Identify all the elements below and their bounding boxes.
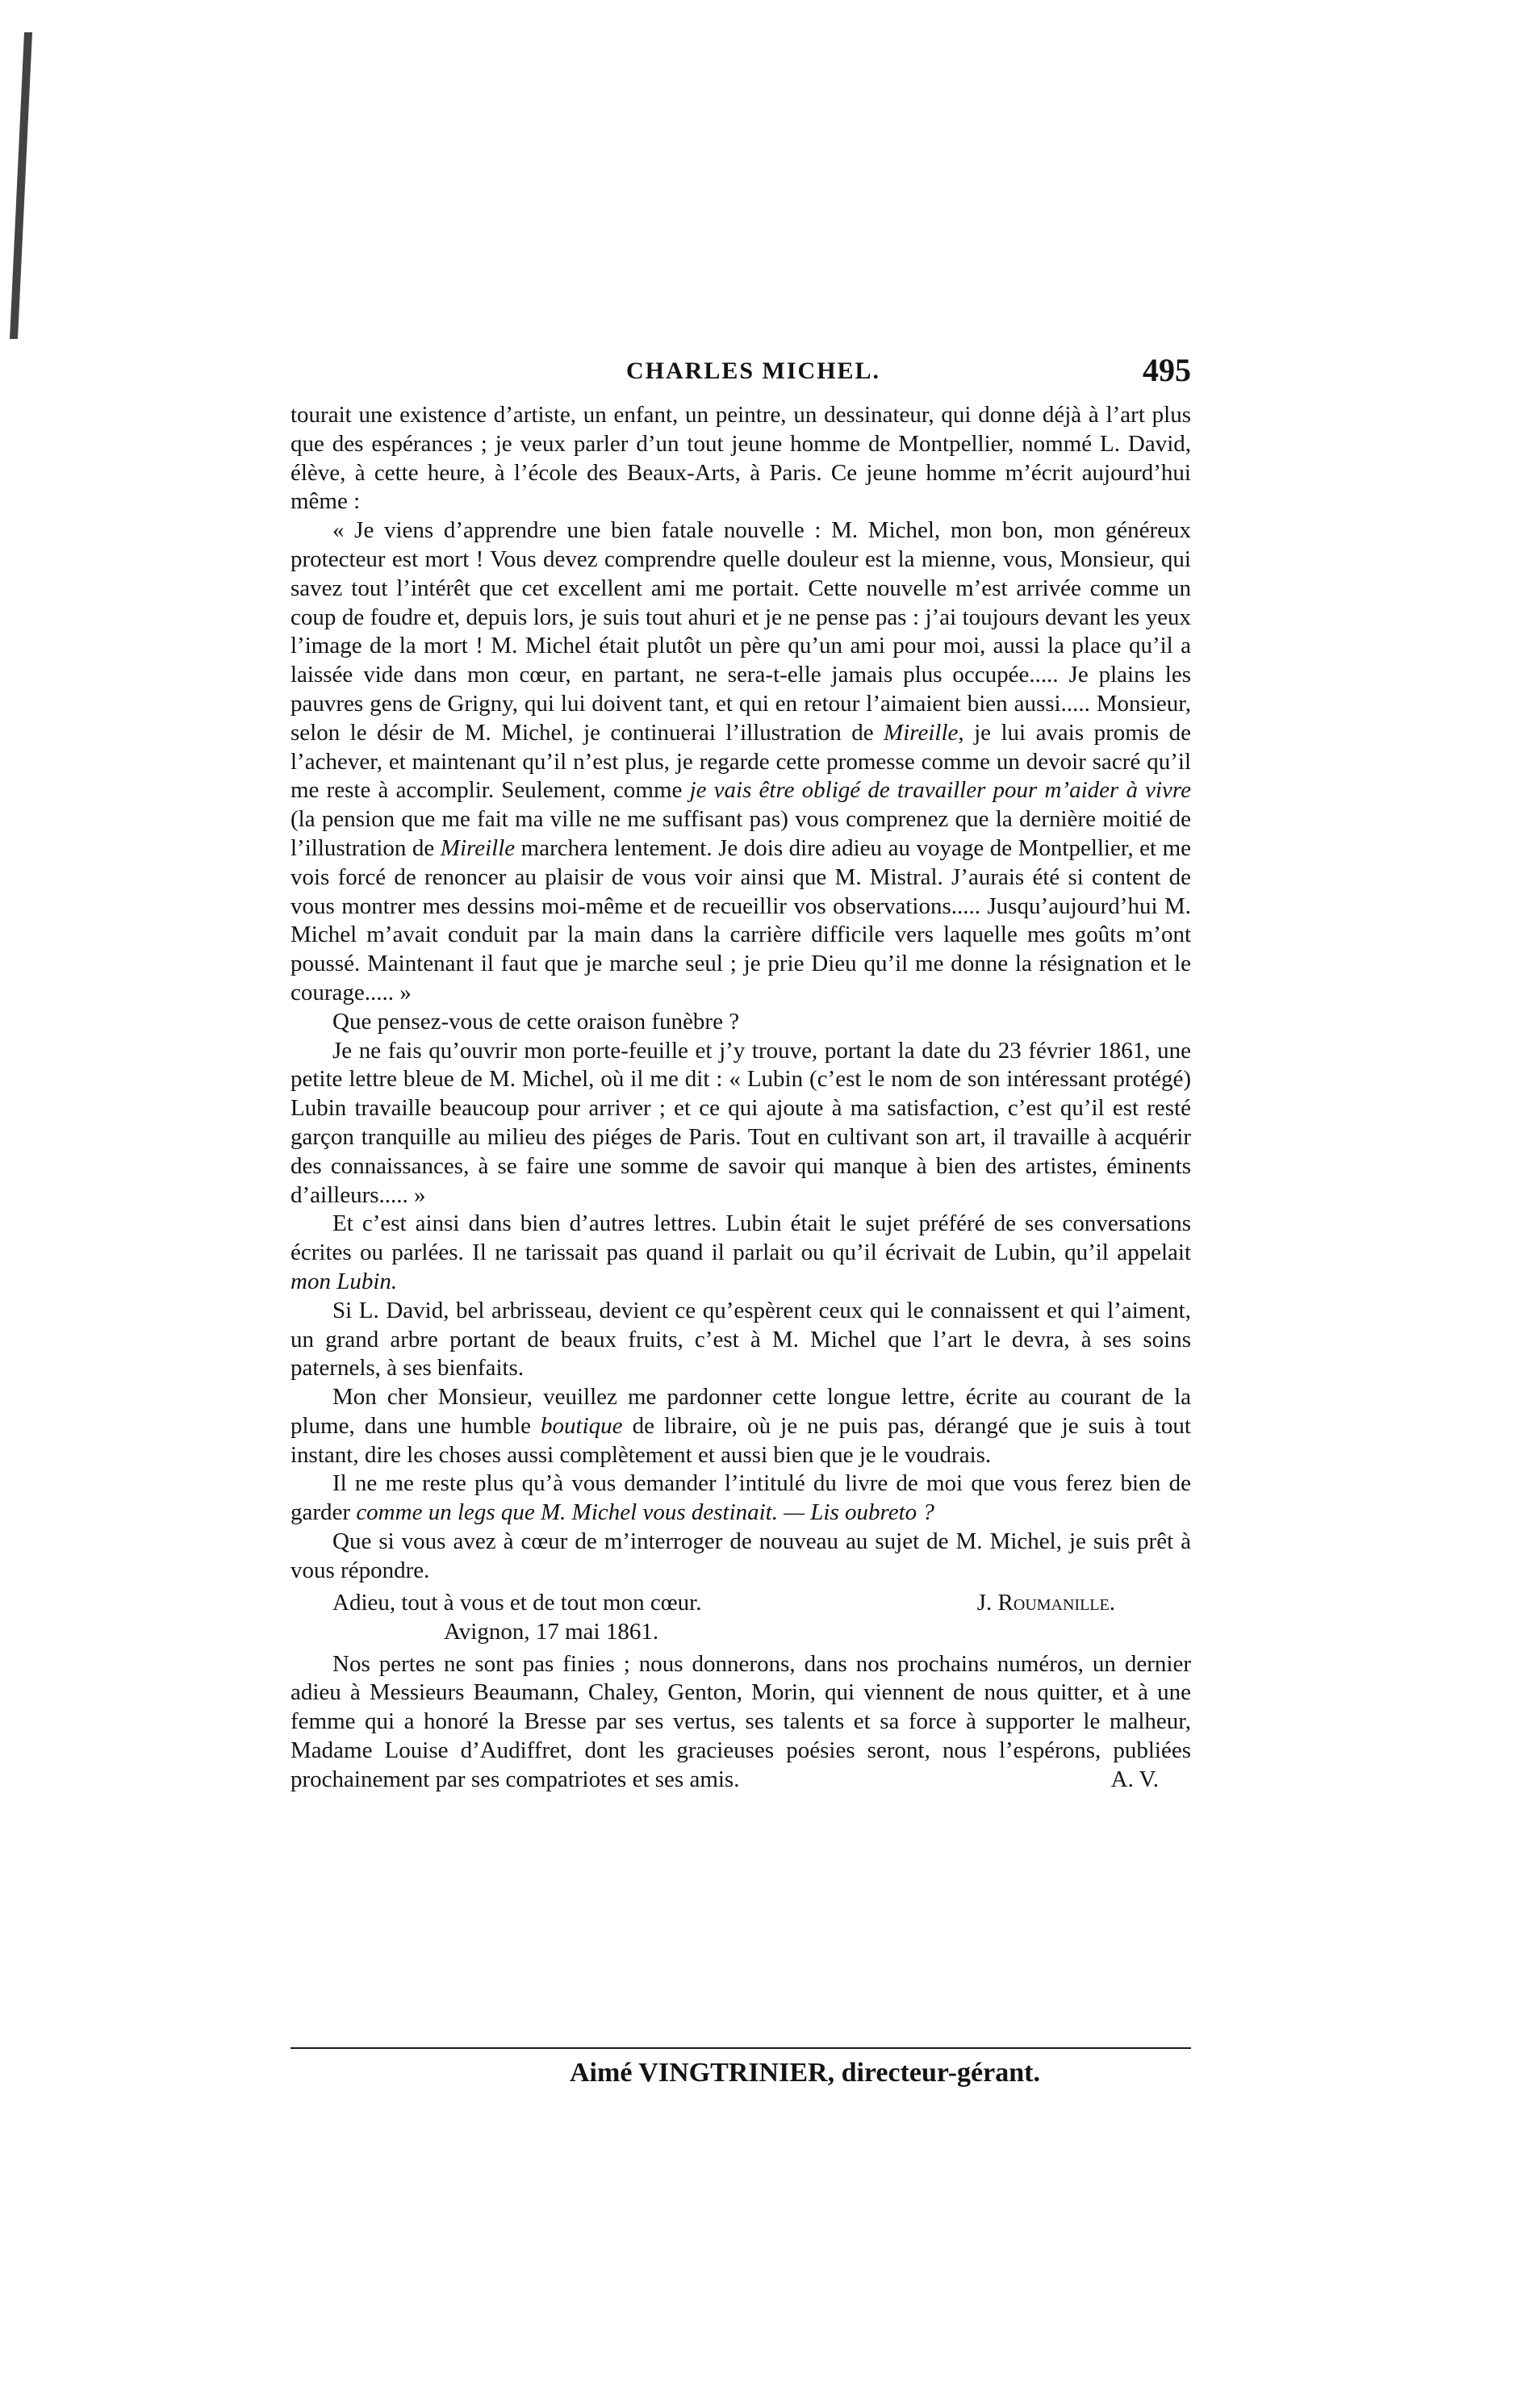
text-run: Que si vous avez à cœur de m’interroger de nouveau au sujet de M. Michel, je suis prêt à vous répondre. [290,1528,1191,1583]
text-run: de libraire, où je ne puis pas, dérangé que je suis à tout instant, dire les choses aussi complètement et aussi bien que je le voudrais. [290,1412,1191,1468]
text-run: Il ne me reste plus qu’à vous demander l’intitulé du livre de moi que vous ferez bien de garder [290,1470,1191,1526]
text-run: Et c’est ainsi dans bien d’autres lettres. Lubin était le sujet préféré de ses conversations écrites ou parlées. Il ne tarissait pas quand il parlait ou qu’il écrivait de Lubin, qu’il appelait [290,1210,1191,1266]
paragraph-p4 [290,1037,1191,1210]
paragraph-p5 [290,1210,1191,1296]
text-run: Je ne fais qu’ouvrir mon porte-feuille et j’y trouve, portant la date du 23 février 1861, une petite lettre bleue de M. Michel, où il me dit : « Lubin (c’est le nom de son intéressant protégé) Lubin travaille beaucoup pour arriver ; et ce qui ajoute à ma satisfaction, c’est qu’il est resté garçon tranquille au milieu des piéges de Paris. Tout en cultivant son art, il travaille à acquérir des connaissances, à se faire une somme de savoir qui manque à bien des artistes, éminents d’ailleurs..... » [290,1037,1191,1208]
text-run: Que pensez-vous de cette oraison funèbre ? [332,1008,740,1035]
running-title: CHARLES MICHEL. [626,357,881,384]
paragraph-p3 [290,1008,1191,1037]
running-head [290,352,1191,406]
signature-row [290,1589,1191,1618]
paragraph-p9 [290,1528,1191,1586]
text-run: , je lui avais promis de l’achever, et maintenant qu’il n’est plus, je regarde cette promesse comme un devoir sacré qu’il me reste à accomplir. Seulement, comme [290,719,1192,804]
text-run: marchera lentement. Je dois dire adieu au voyage de Montpellier, et me vois forcé de renoncer au plaisir de vous voir ainsi que M. Mistral. J’aurais été si content de vous montrer mes dessins moi-même et de recueillir vos observations..... Jusqu’aujourd’hui M. Michel m’avait conduit par la main dans la carrière difficile vers laquelle mes goûts m’ont poussé. Maintenant il faut que je marche seul ; je prie Dieu qu’il me donne la résignation et le courage..... » [290,834,1191,1005]
text-run: Mon cher Monsieur, veuillez me pardonner cette longue lettre, écrite au courant de la plume, dans une humble [290,1384,1191,1439]
italic-run: comme un legs que M. Michel vous destinait. — Lis oubreto ? [356,1499,934,1526]
paragraph-p1 [290,401,1191,516]
page-number: 495 [1143,352,1191,388]
paragraph-list [290,401,1191,1586]
paragraph-p2 [290,516,1191,1008]
closing-note-text: Nos pertes ne sont pas finies ; nous donnerons, dans nos prochains numéros, un dernier adieu à Messieurs Beaumann, Chaley, Genton, Morin, qui viennent de nous quitter, et à une femme qui a honoré la Bresse par ses vertus, ses talents et sa force à supporter le malheur, Madame Louise d’Audiffret, dont les gracieuses poésies seront, nous l’espérons, publiées prochainement par ses compatriotes et ses amis. [290,1650,1191,1792]
paragraph-p8 [290,1469,1191,1528]
italic-run: Mireille [884,719,959,746]
text-run: Si L. David, bel arbrisseau, devient ce qu’espèrent ceux qui le connaissent et qui l’aiment, un grand arbre portant de beaux fruits, c’est à M. Michel que l’art le devra, à ses soins paternels, à ses bienfaits. [290,1297,1191,1382]
closing-note [290,1650,1191,1795]
italic-run: boutique [541,1412,623,1439]
text-run: « Je viens d’apprendre une bien fatale nouvelle : M. Michel, mon bon, mon généreux protecteur est mort ! Vous devez comprendre quelle douleur est la mienne, vous, Monsieur, qui savez tout l’intérêt que cet excellent ami me portait. Cette nouvelle m’est arrivée comme un coup de foudre et, depuis lors, je suis tout ahuri et je ne pense pas : j’ai toujours devant les yeux l’image de la mort ! M. Michel était plutôt un père qu’un ami pour moi, aussi la place qu’il a laissée vide dans mon cœur, en partant, ne sera-t-elle jamais plus occupée..... Je plains les pauvres gens de Grigny, qui lui doivent tant, et qui en retour l’aimaient bien aussi..... Monsieur, selon le désir de M. Michel, je continuerai l’illustration de [290,517,1191,746]
imprint-line: Aimé VINGTRINIER, directeur-gérant. [570,2058,1040,2088]
italic-run: Mireille [440,834,516,861]
signature-author: J. Roumanille. [976,1589,1115,1616]
footer-rule [290,2047,1191,2049]
text-run: (la pension que me fait ma ville ne me suffisant pas) vous comprenez que la dernière moitié de l’illustration de [290,806,1191,861]
closing-initials: A. V. [1110,1766,1159,1792]
paragraph-p6 [290,1297,1191,1383]
italic-run: je vais être obligé de travailler pour m’aider à vivre [689,777,1191,804]
place-date: Avignon, 17 mai 1861. [444,1618,659,1645]
paragraph-p7 [290,1383,1191,1469]
letter-body [290,401,1191,1795]
text-run: tourait une existence d’artiste, un enfant, un peintre, un dessinateur, qui donne déjà à l’art plus que des espérances ; je veux parler d’un tout jeune homme de Montpellier, nommé L. David, élève, à cette heure, à l’école des Beaux-Arts, à Paris. Ce jeune homme m’écrit aujourd’hui même : [290,402,1191,515]
farewell-line: Adieu, tout à vous et de tout mon cœur. [332,1589,702,1616]
italic-run: mon Lubin. [290,1268,398,1294]
